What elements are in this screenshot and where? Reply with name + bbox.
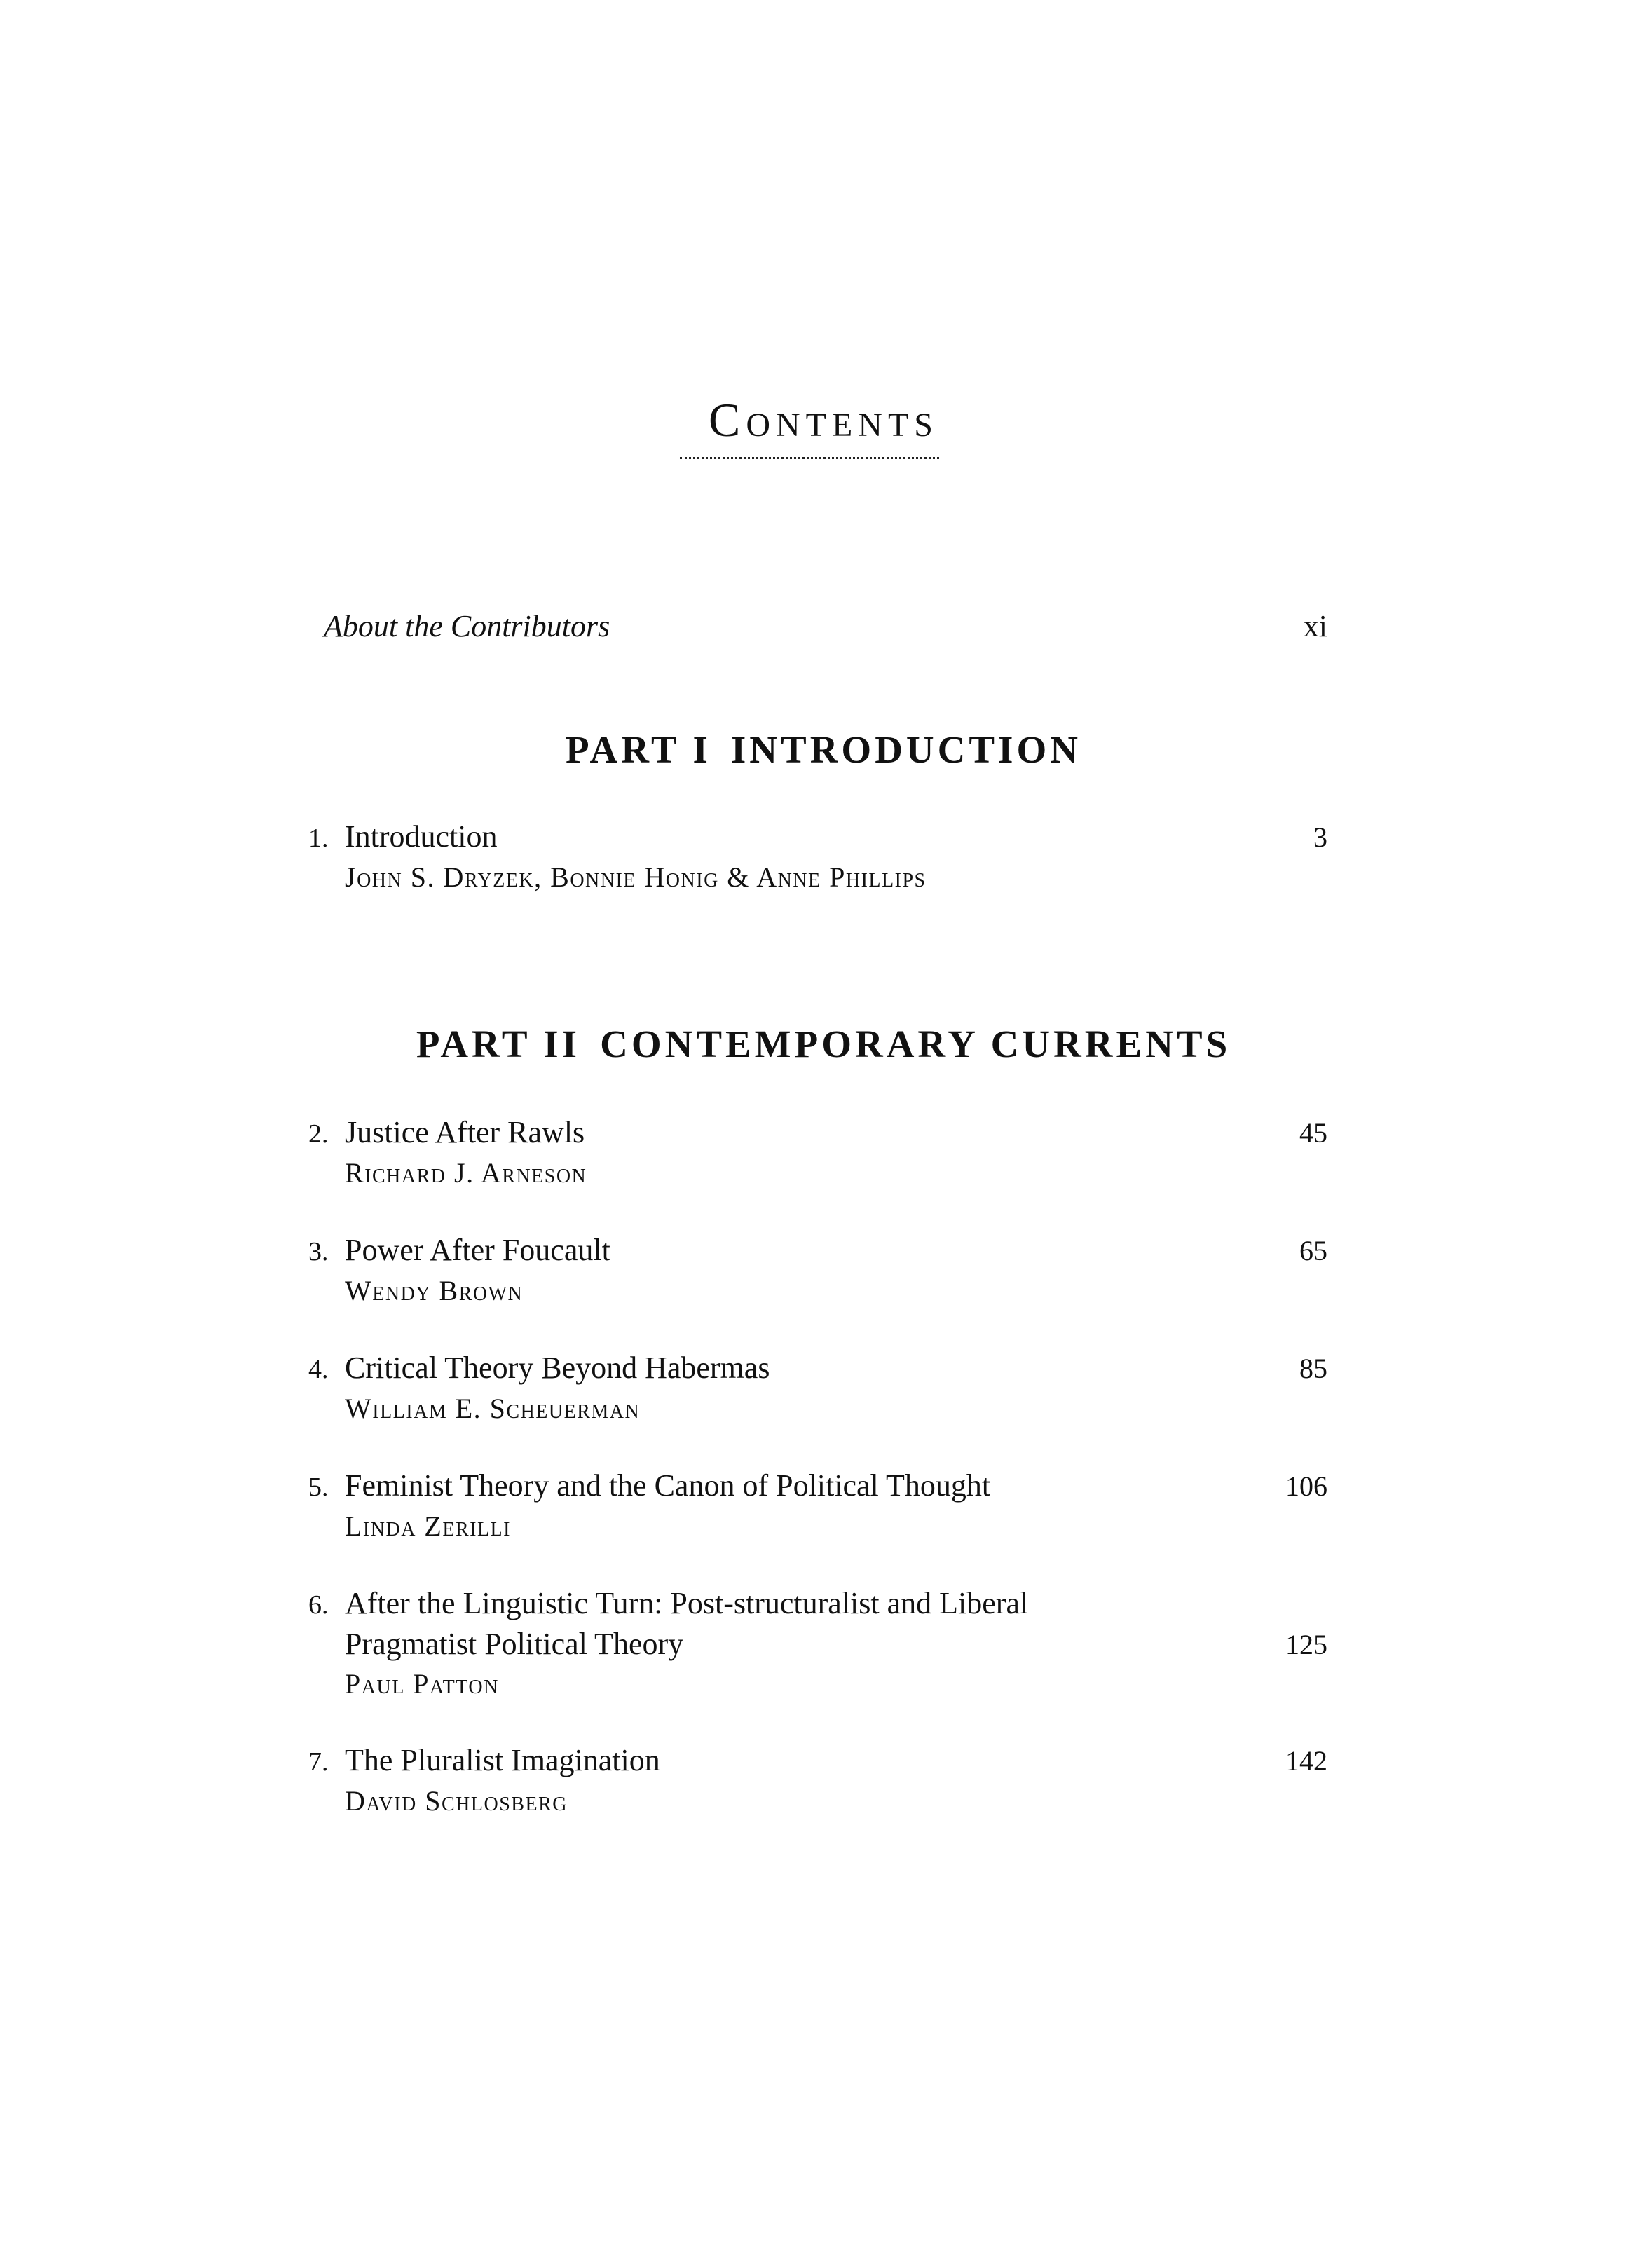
chapter-number: 5. bbox=[308, 1473, 329, 1502]
chapter-number: 1. bbox=[308, 824, 329, 853]
page-number: 106 bbox=[1285, 1470, 1327, 1502]
chapter-title: Critical Theory Beyond Habermas bbox=[345, 1351, 770, 1385]
chapter-number: 4. bbox=[308, 1355, 329, 1384]
chapter-author: Wendy Brown bbox=[345, 1275, 524, 1306]
chapter-title: Feminist Theory and the Canon of Political Thought bbox=[345, 1468, 991, 1503]
page-number: 125 bbox=[1285, 1629, 1327, 1660]
chapter-author: William E. Scheuerman bbox=[345, 1393, 641, 1424]
toc-entry bbox=[308, 817, 1327, 897]
toc-entry bbox=[308, 1348, 1327, 1428]
part-heading bbox=[0, 1022, 1647, 1066]
toc-entry bbox=[308, 1113, 1327, 1193]
chapter-author: Paul Patton bbox=[345, 1668, 499, 1700]
part-number: PART II bbox=[416, 1023, 581, 1065]
toc-entry bbox=[308, 1231, 1327, 1311]
chapter-title: Introduction bbox=[345, 819, 498, 854]
front-matter-title: About the Contributors bbox=[324, 609, 610, 643]
page-number: 3 bbox=[1313, 821, 1327, 853]
chapter-number: 3. bbox=[308, 1237, 329, 1266]
page-title: Contents bbox=[708, 393, 938, 446]
page-number: 142 bbox=[1285, 1745, 1327, 1777]
chapter-author: John S. Dryzek, Bonnie Honig & Anne Phillips bbox=[345, 861, 927, 893]
part-number: PART I bbox=[566, 728, 711, 771]
chapter-number: 2. bbox=[308, 1119, 329, 1149]
page-number: 85 bbox=[1299, 1353, 1327, 1384]
chapter-title: After the Linguistic Turn: Post-structuralist and Liberal bbox=[345, 1586, 1029, 1620]
part-title: INTRODUCTION bbox=[730, 728, 1081, 771]
chapter-author: Richard J. Arneson bbox=[345, 1157, 587, 1189]
part-heading bbox=[0, 727, 1647, 772]
chapter-title: The Pluralist Imagination bbox=[345, 1743, 660, 1777]
toc-entry bbox=[308, 1466, 1327, 1546]
page-number: 45 bbox=[1299, 1117, 1327, 1149]
chapter-author: Linda Zerilli bbox=[345, 1510, 511, 1542]
title-dotted-rule bbox=[680, 457, 939, 459]
toc-entry bbox=[308, 1741, 1327, 1821]
page-number: 65 bbox=[1299, 1235, 1327, 1266]
front-matter-page: xi bbox=[1303, 609, 1327, 643]
chapter-title: Justice After Rawls bbox=[345, 1115, 585, 1149]
chapter-number: 6. bbox=[308, 1590, 329, 1620]
chapter-number: 7. bbox=[308, 1747, 329, 1777]
chapter-title-continued: Pragmatist Political Theory bbox=[345, 1627, 684, 1661]
toc-entry bbox=[308, 1584, 1327, 1704]
part-title: CONTEMPORARY CURRENTS bbox=[600, 1023, 1231, 1065]
front-matter-entry bbox=[324, 608, 1327, 644]
chapter-author: David Schlosberg bbox=[345, 1785, 568, 1817]
chapter-title: Power After Foucault bbox=[345, 1233, 610, 1267]
